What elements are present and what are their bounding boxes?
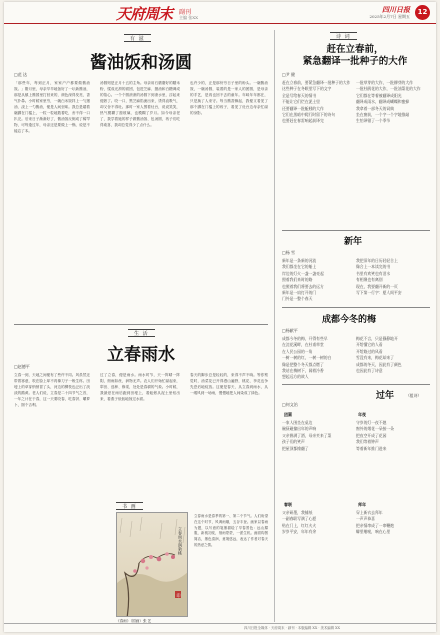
poem-new-year-col-1: 新年是一条新的河流 我们都坐在它的船上 岸边的灯火一盏一盏亮起 照着我们来时的路 也照着我们将要去的远方 新年是一扇打开的门 门外是一整个春天 bbox=[282, 258, 324, 302]
masthead-section: 副刊 bbox=[179, 9, 192, 16]
masthead-logo: 天府周末 bbox=[116, 5, 173, 23]
article-body-col-1: 立春一到，天地之间便有了些许不同。风虽然还带着寒意，吹在脸上却不再像刀子一般生疼。田埂上的草芽悄悄冒了头，河边的柳枝也泛出了淡淡的鹅黄。老人们说，立春是二十四节气之首，一年之计在于春，这一天要咬春，吃春饼、嚼萝卜，图个吉利。 bbox=[14, 373, 90, 407]
poem-main-col-1: 赶在立春前，要紧急翻译一批种子的大作 这些种子在冬眠里写下的文字 全是写给春天的情书 不能让它们烂在泥土里 还要翻译一批蚯蚓的大作 它们在黑暗中爬行时留下的诗句 也要赶在春雷响起前译完 bbox=[282, 80, 351, 124]
poem-plum-col-2: 梅花不言，只是静静地开 开给懂它的人看 开给路过的风看 雪没有来，梅花却来了 成都的冬天，因此有了颜色 也因此有了诗意 bbox=[356, 336, 402, 374]
newspaper-page bbox=[4, 2, 436, 632]
article-body-col-3: 春天的脚步总是轻轻的，来得不声不响。等你察觉时，油菜花已开得漫山遍野，桃花、李花也争先恐后地绽放。这便是春天，从立春到雨水，从一缕风到一场雨，慢慢地把人间染成了绿色。 bbox=[190, 373, 268, 395]
article-body-col-1: 「那些年，每到正月，家家户户都要做酱油饭。」腊月里，母亲早早地备好了一坛新酱油，那是从镇上酱园里打回来的，颜色深得发亮，香气扑鼻。小时候家里穷，一碗白米饭拌上一勺猪油、浇上一勺酱油，便是人间至味。我总是端着碗蹲在门槛上，一粒一粒地数着吃，舍不得一口扒完。后来日子渐渐好了，酱油饭反倒成了稀罕物，可每逢过年，母亲还是要做上一锅，说是不能忘了本。 bbox=[14, 81, 90, 133]
section-tag-painting: 书 画 bbox=[116, 502, 143, 510]
poem-title-guonian: 过年 bbox=[376, 391, 395, 401]
page-number-badge: 12 bbox=[415, 5, 430, 20]
painting-image bbox=[116, 512, 188, 617]
article-byline: □赵德平 bbox=[14, 364, 30, 369]
poem-plum-col-1: 成都今冬的梅，开得有些早 在浣花溪畔，在杜甫草堂 在人民公园的一角 一树一树的红，一树一树的白 像是把整个冬天都点燃了 我站在梅树下，闻着冷香 想起远方的故人 bbox=[282, 336, 332, 380]
masthead-date: 2025年2月7日 星期五 bbox=[369, 14, 410, 19]
article-byline: □范 达 bbox=[14, 72, 28, 77]
poem-title-chengdu-plum: 成都今冬的梅 bbox=[322, 315, 377, 325]
poem-subtitle-chunlian: 春联 bbox=[284, 502, 292, 507]
poem-title-new-year: 新年 bbox=[344, 237, 363, 247]
poem-author: □何文治 bbox=[282, 402, 298, 407]
painting-inscription: 立春雨水润新桃 bbox=[178, 527, 183, 555]
masthead-paper-name: 四川日报 bbox=[382, 6, 410, 14]
poem-main-author: □尹 健 bbox=[282, 72, 296, 77]
painting-caption: 《春雨》（国画）张 艺 bbox=[116, 619, 152, 623]
poem-title-sub: （组诗） bbox=[406, 393, 422, 398]
article-body-col-3: 也许少的，正是那份穷日子里的盼头。一碗酱油饭，一碗汤圆，装着的是一家人的团圆，是母亲的手艺，是再也回不去的童年。年味年年都在，只是换了人来守。每当酱香飘起，我便又看见了那个蹲在门槛上的孩子，看见了灶台边母亲忙碌的身影。 bbox=[190, 81, 268, 115]
poem-divider bbox=[282, 230, 430, 231]
column-divider bbox=[274, 30, 275, 622]
poem-sub1-text: 一家人围坐在桌边 碗筷碰撞出年的声响 父亲斟满了酒，母亲夹来了菜 孩子们的笑声 把屋顶都掀翻了 bbox=[282, 420, 332, 451]
painting-seal: 印 bbox=[176, 592, 181, 598]
article-body-col-2: 过了立春，便是雨水。雨水时节，天一阵晴一阵阴，细雨如丝，润物无声。农人们开始忙碌起来，犁田、选种、修渠，处处是春耕的气象。小时候，我最爱在雨后跑到田埂上，看蚯蚓从泥土里钻出来，看燕子低低地掠过水面。 bbox=[100, 373, 180, 401]
poem-author: □杨 雪 bbox=[282, 250, 296, 255]
poem-main-title-line-1: 赶在立春前， bbox=[326, 44, 384, 55]
poem-new-year-col-2: 我把旧年的日历轻轻合上 像合上一本读完的书 书里有欢笑也有泪水 有相聚也有离别 现在，我要翻开新的一页 写下第一行字：愿人间平安 bbox=[356, 258, 402, 296]
poem-sub2-text: 守岁的灯一夜不熄 窗外的烟花一朵接一朵 把夜空开成了花园 我们等着钟声 等着新年推门进来 bbox=[356, 420, 394, 451]
article-headline-soy-rice: 酱油饭和汤圆 bbox=[90, 53, 192, 73]
poem-divider bbox=[282, 307, 430, 308]
poem-sub4-text: 穿上新衣去拜年 一声声恭喜 把亲情串成了一串鞭炮 噼里啪啦，响在心里 bbox=[356, 510, 394, 535]
poem-main-col-2: 一批草芽的大作，一批柳芽的大作 一批杜鹃花的大作，一批油菜花的大作 它们都在等着被翻译成阳光 翻译成雨水，翻译成蝴蝶和蜜蜂 我拿着一部冬天的词典 坐在窗前，一个字一个字地推敲 生怕译错了一个季节 bbox=[356, 80, 421, 124]
poem-subtitle-nianye: 年夜 bbox=[358, 412, 366, 417]
painting-commentary: 立春雨水是春季的第一、第二个节气。人们盼望在这个时节，风调雨顺，五谷丰登。画家以春雨为题，以写意的笔墨描绘了早春景色：远山朦胧，新桃初绽，细雨蒙蒙，一派生机。画面构图简洁，墨色清润，意境悠远，表达了作者对春天的热爱之情。 bbox=[194, 514, 268, 547]
poem-sub3-text: 父亲研墨，我铺纸 一副春联写满了心愿 贴在门上，红红火火 岁岁平安，年年有余 bbox=[282, 510, 317, 535]
masthead-section-sub: 主编 张XX bbox=[179, 15, 198, 20]
poem-subtitle-bainian: 拜年 bbox=[358, 502, 366, 507]
poem-main-title-line-2: 紧急翻译一批种子的大作 bbox=[302, 56, 408, 67]
section-tag-life: 生 活 bbox=[128, 329, 155, 337]
section-tag-youzi: 有 滋 bbox=[124, 34, 151, 42]
poem-divider bbox=[282, 384, 430, 385]
section-divider bbox=[14, 324, 268, 325]
section-tag-poetry: 诗 词 bbox=[330, 32, 357, 40]
article-headline-spring: 立春雨水 bbox=[107, 345, 175, 365]
poem-author: □杨献平 bbox=[282, 328, 298, 333]
poem-subtitle-tuanyuan: 团圆 bbox=[284, 412, 292, 417]
article-body-col-2: 汤圆则是正月十五的主角。母亲用石磨磨好的糯米粉，揉成光滑的面团，包进芝麻、猪油和白糖调成的馅心。一个个圆滚滚的汤圆下到滚水里，浮起来便熟了。咬一口，黑芝麻馅流出来，烫得直吸气，却又舍不得吐。那时一家人围着灶台，说说笑笑，热气模糊了窗玻璃，也模糊了岁月。如今母亲老了，我学着她的样子做酱油饭、包汤圆，孩子们吃得欢喜，我却总觉得少了点什么。 bbox=[100, 81, 180, 127]
masthead bbox=[4, 2, 436, 24]
page-footer: 四川日报全媒体 · 天府周末 · 副刊 · 本版编辑 XX · 美术编辑 XX bbox=[4, 623, 436, 632]
